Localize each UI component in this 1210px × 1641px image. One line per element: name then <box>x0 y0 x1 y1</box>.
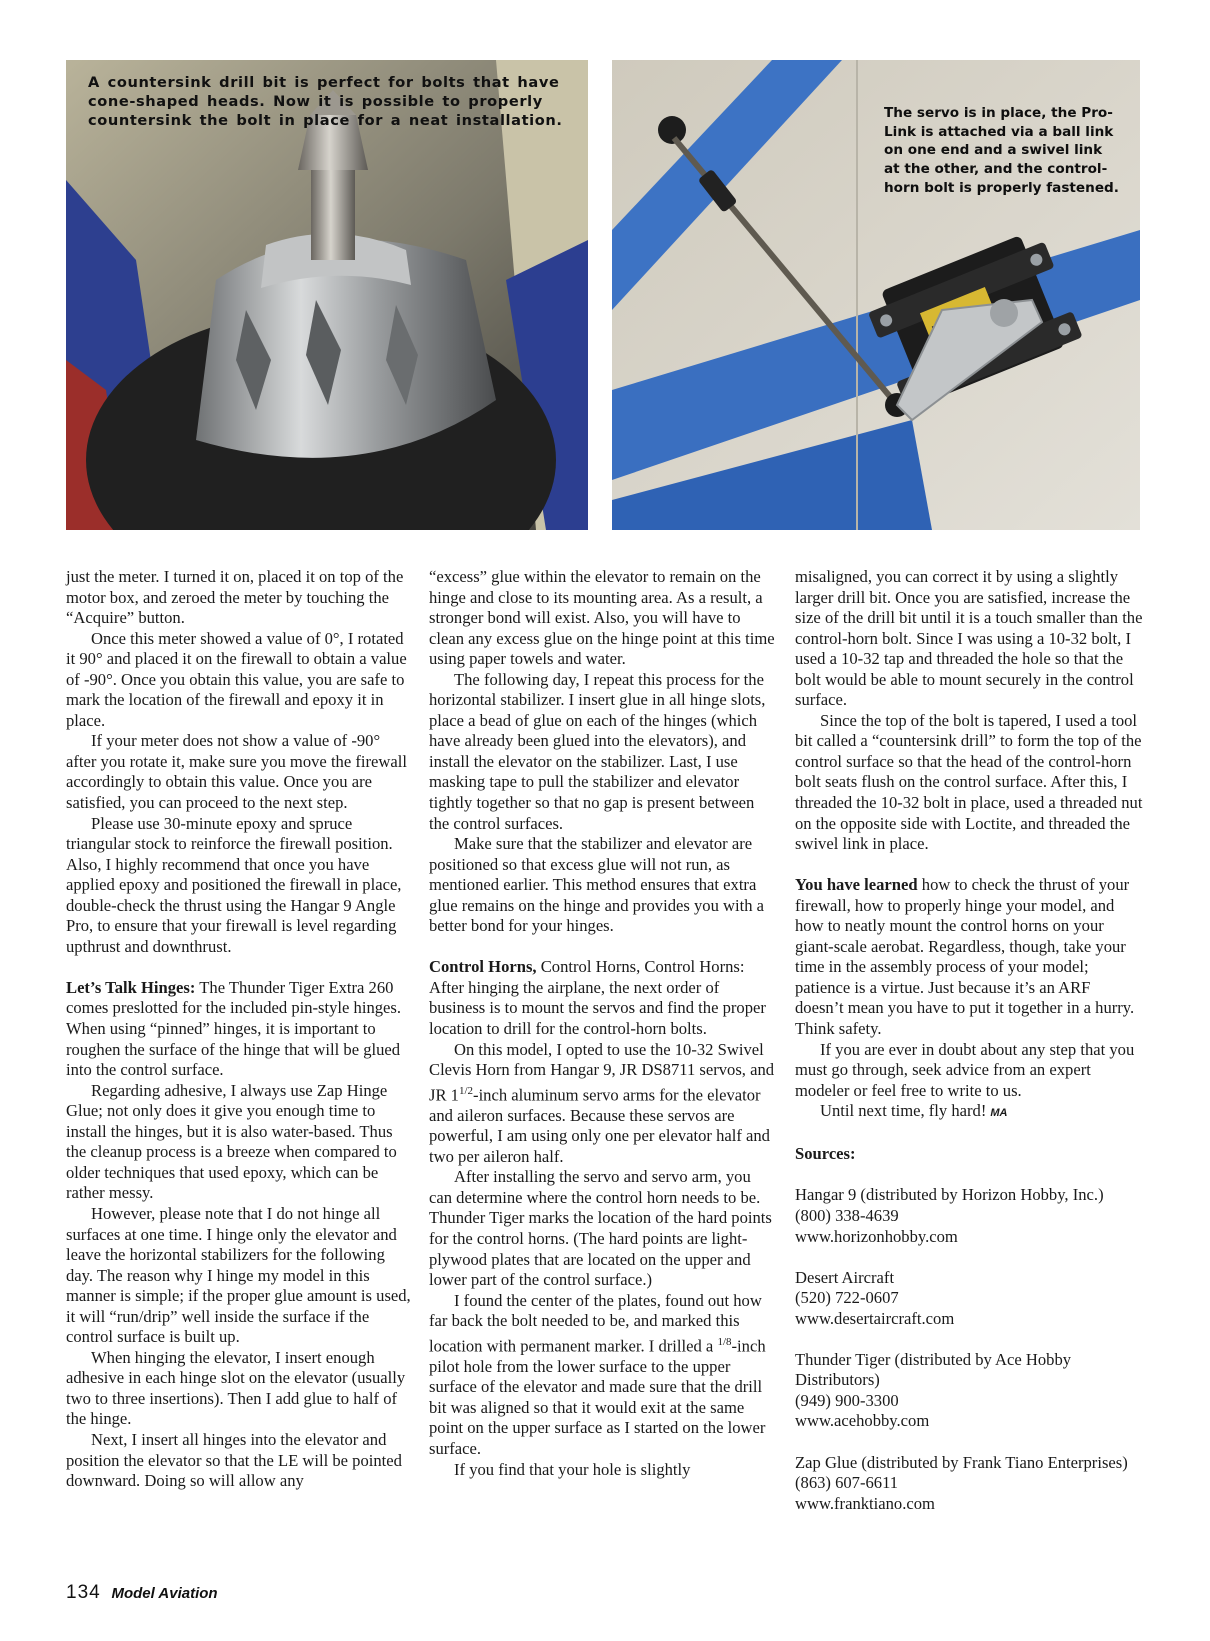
paragraph: Regarding adhesive, I always use Zap Hinge Glue; not only does it give you enough time to install the hinges, but it is also water-based. Thus the cleanup process is a breeze when compared to older techniques that used epoxy, which can be rather messy. <box>66 1080 397 1203</box>
fraction: 1/2 <box>458 1084 474 1097</box>
paragraph: When hinging the elevator, I insert enough adhesive in each hinge slot on the elevator (usually two to three insertions). Then I add glue to half of the hinge. <box>66 1347 406 1429</box>
paragraph: If your meter does not show a value of -90° after you rotate it, make sure you move the firewall accordingly to obtain this value. Once you are satisfied, you can proceed to the next step. <box>66 731 407 813</box>
magazine-name: Model Aviation <box>111 1585 218 1602</box>
drill-illustration <box>66 60 588 530</box>
source-link[interactable]: www.franktiano.com <box>795 1493 935 1513</box>
paragraph: misaligned, you can correct it by using a slightly larger drill bit. Once you are satisfied, increase the size of the drill bit until it is a touch smaller than the control-horn bolt. Since I was using a 10-32 bolt, I used a 10-32 tap and threaded the hole so that the bolt would be able to mount securely in the control surface. <box>795 567 1143 710</box>
sources-heading: Sources: <box>795 1144 856 1164</box>
photo-countersink-drill <box>66 60 588 530</box>
end-mark: MA <box>990 1107 1008 1120</box>
paragraph: If you find that your hole is slightly <box>454 1459 691 1479</box>
source-entry-thunder-tiger: Thunder Tiger (distributed by Ace Hobby Distributors) (949) 900-3300 www.acehobby.com <box>795 1350 1143 1432</box>
source-entry-desert-aircraft: Desert Aircraft (520) 722-0607 www.desertaircraft.com <box>795 1268 1143 1330</box>
source-entry-hangar9: Hangar 9 (distributed by Horizon Hobby, Inc.) (800) 338-4639 www.horizonhobby.com <box>795 1185 1143 1247</box>
page-number: 134 <box>66 1582 101 1603</box>
paragraph: just the meter. I turned it on, placed it on top of the motor box, and zeroed the meter by touching the “Acquire” button. <box>66 567 404 628</box>
source-link[interactable]: www.desertaircraft.com <box>795 1308 955 1328</box>
source-link[interactable]: www.horizonhobby.com <box>795 1226 958 1246</box>
source-entry-zap-glue: Zap Glue (distributed by Frank Tiano Enterprises) (863) 607-6611 www.franktiano.com <box>795 1453 1143 1515</box>
section-heading: You have learned <box>795 875 918 895</box>
article-column-3 <box>795 567 1143 1514</box>
section-heading: Control Horns, <box>429 957 537 977</box>
fraction: 1/8 <box>717 1335 732 1348</box>
photo-caption: The servo is in place, the Pro-Link is attached via a ball link on one end and a swivel link at the other, and the control-horn bolt is properly fastened. <box>884 105 1119 196</box>
paragraph: Control Horns, Control Horns, Control Horns: After hinging the airplane, the next order of business is to mount the servos and find the proper location to drill for the control-horn bolts. <box>429 957 766 1039</box>
photo-caption: A countersink drill bit is perfect for bolts that have cone-shaped heads. Now it is possible to properly countersink the bolt in place for a neat installation. <box>88 74 563 129</box>
paragraph: You have learned how to check the thrust of your firewall, how to properly hinge your model, and how to neatly mount the control horns on your giant-scale aerobat. Regardless, though, take your time in the assembly process of your model; patience is a virtue. Just because it’s an ARF doesn’t mean you have to put it together in a hurry. Think safety. <box>795 875 1135 1039</box>
paragraph: “excess” glue within the elevator to remain on the hinge and close to its mounting area. As a result, a stronger bond will exist. Also, you will have to clean any excess glue on the hinge point at this time using paper towels and water. <box>429 567 775 669</box>
article-column-2 <box>429 567 777 1480</box>
page-footer <box>66 1582 218 1604</box>
paragraph: After installing the servo and servo arm, you can determine where the control horn needs to be. Thunder Tiger marks the location of the hard points for the control horns. (The hard points are light-plywood plates that are located on the upper and lower part of the control surface.) <box>429 1167 772 1290</box>
paragraph: However, please note that I do not hinge all surfaces at one time. I hinge only the elevator and leave the horizontal stabilizers for the following day. The reason why I hinge my model in this manner is simple; if the proper glue amount is used, it will “run/drip” well inside the surface if the control surface is built up. <box>66 1203 411 1347</box>
paragraph: Make sure that the stabilizer and elevator are positioned so that excess glue will not run, as mentioned earlier. This method ensures that extra glue remains on the hinge and provides you with a better bond for your hinges. <box>429 834 765 936</box>
photo-servo-installation <box>612 60 1140 530</box>
paragraph: Next, I insert all hinges into the elevator and position the elevator so that the LE will be pointed downward. Doing so will allow any <box>66 1429 402 1491</box>
source-link[interactable]: www.acehobby.com <box>795 1411 930 1431</box>
paragraph: I found the center of the plates, found out how far back the bolt needed to be, and marked this location with permanent marker. I drilled a $^{1/8}$-inch pilot hole from the lower surface to the upper surface of the elevator and made sure that the drill bit was aligned so that it would exit at the same point on the upper surface as I started on the lower surface. <box>429 1290 766 1459</box>
paragraph: Let’s Talk Hinges: The Thunder Tiger Extra 260 comes preslotted for the included pin-style hinges. When using “pinned” hinges, it is important to roughen the surface of the hinge that will be glued into the control surface. <box>66 977 402 1080</box>
paragraph: Until next time, fly hard! MA <box>820 1101 1008 1121</box>
paragraph: If you are ever in doubt about any step that you must go through, seek advice from an expert modeler or feel free to write to us. <box>795 1039 1135 1100</box>
paragraph: Once this meter showed a value of 0°, I rotated it 90° and placed it on the firewall to obtain a value of -90°. Once you obtain this value, you are safe to mark the location of the firewall and epoxy it in place. <box>66 628 407 730</box>
article-column-1 <box>66 567 414 1492</box>
paragraph: The following day, I repeat this process for the horizontal stabilizer. I insert glue in all hinge slots, place a bead of glue on each of the hinges (which have already been glued into the elevators), and install the elevator on the stabilizer. Last, I use masking tape to pull the stabilizer and elevator tightly together so that no gap is present between the control surfaces. <box>429 669 766 833</box>
paragraph: Please use 30-minute epoxy and spruce triangular stock to reinforce the firewall position. Also, I highly recommend that once you have applied epoxy and positioned the firewall in place, double-check the thrust using the Hangar 9 Angle Pro, to ensure that your firewall is level regarding upthrust and downthrust. <box>66 813 402 956</box>
section-heading: Let’s Talk Hinges: <box>66 977 196 997</box>
paragraph: Since the top of the bolt is tapered, I used a tool bit called a “countersink drill” to form the top of the control surface so that the head of the control-horn bolt seats flush on the control surface. After this, I threaded the 10-32 bolt in place, used a threaded nut on the opposite side with Loctite, and threaded the swivel link in place. <box>795 710 1143 854</box>
paragraph: On this model, I opted to use the 10-32 Swivel Clevis Horn from Hangar 9, JR DS8711 servos, and JR $1^{1/2}$-inch aluminum servo arms for the elevator and aileron surfaces. Because these servos are powerful, I am using only one per elevator half and two per aileron half. <box>429 1039 775 1166</box>
